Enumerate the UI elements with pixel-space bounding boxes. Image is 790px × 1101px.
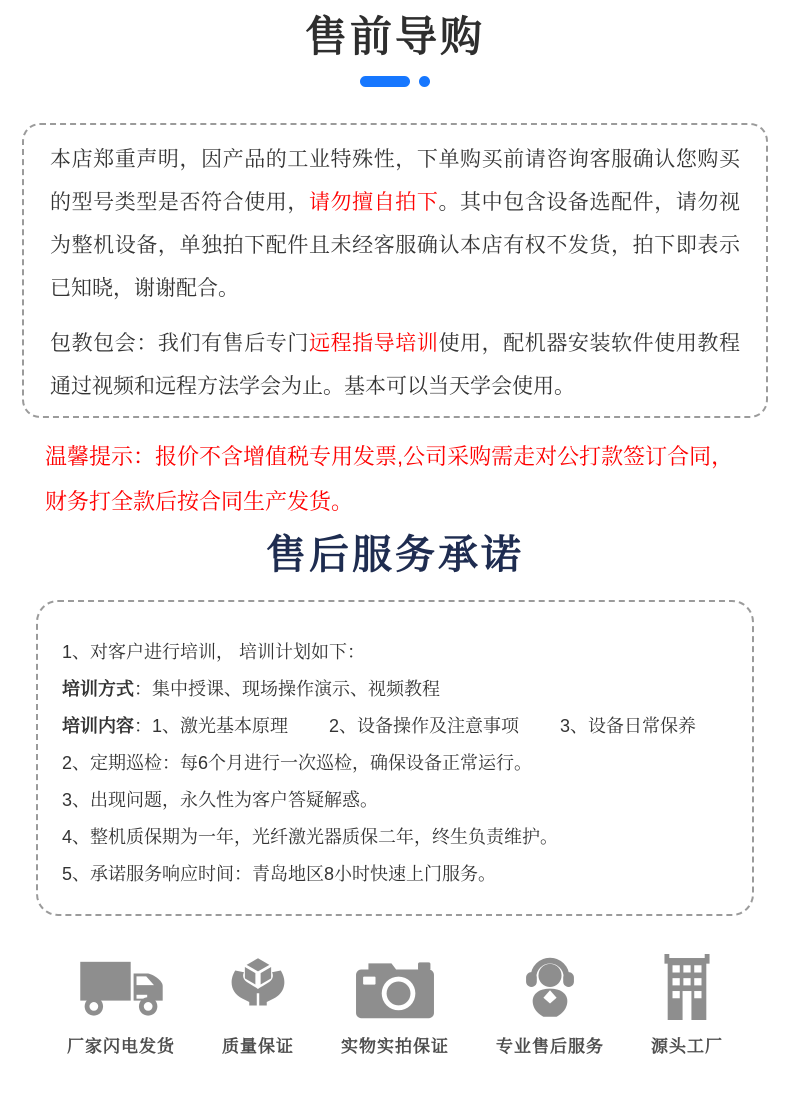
notice-paragraph-2 — [50, 322, 740, 408]
presale-title: 售前导购 — [304, 13, 485, 60]
title-accent-underline — [355, 75, 435, 87]
badge-label: 实物实拍保证 — [341, 1037, 449, 1056]
footer-badges — [67, 952, 723, 1057]
headset-icon — [519, 952, 581, 1020]
service-line-text: ：集中授课、现场操作演示、视频教程 — [134, 679, 440, 699]
presale-notice-box — [22, 123, 768, 418]
notice-p1-text: 本店郑重声明，因产品的工业特殊性，下单购买前请咨询客服确认您购买的型号类型是否符合使用， — [50, 148, 740, 214]
service-line — [62, 677, 732, 701]
badge-label: 质量保证 — [222, 1037, 294, 1056]
notice-p1-red-text: 请勿擅自拍下 — [308, 191, 439, 214]
service-line-text: ：1、激光基本原理 2、设备操作及注意事项 3、设备日常保养 — [134, 716, 697, 736]
accent-bar — [360, 76, 410, 87]
service-line-bold: 培训内容 — [62, 716, 134, 736]
accent-dot — [419, 76, 430, 87]
service-line — [62, 640, 732, 664]
badge-label: 专业售后服务 — [496, 1037, 604, 1056]
aftersale-title: 售后服务承诺 — [266, 533, 524, 577]
badge-label: 源头工厂 — [651, 1037, 723, 1056]
service-line-text: 1、对客户进行培训， 培训计划如下： — [62, 642, 366, 662]
badge-factory — [651, 952, 723, 1057]
service-line-text: 5、承诺服务响应时间：青岛地区8小时快速上门服务。 — [62, 864, 497, 884]
service-line-bold: 培训方式 — [62, 679, 134, 699]
service-line — [62, 788, 732, 812]
truck-icon — [73, 952, 169, 1020]
service-line — [62, 825, 732, 849]
service-line-text: 2、定期巡检：每6个月进行一次巡检，确保设备正常运行。 — [62, 753, 533, 773]
service-line — [62, 714, 732, 738]
service-line-text: 3、出现问题，永久性为客户答疑解惑。 — [62, 790, 379, 810]
service-line — [62, 862, 732, 886]
badge-fast-shipping — [67, 952, 175, 1057]
notice-p2-text: 包教包会：我们有售后专门 — [50, 332, 309, 355]
notice-p2-red-text: 远程指导培训 — [308, 332, 439, 355]
camera-icon — [351, 952, 439, 1020]
quality-icon — [223, 952, 293, 1020]
badge-after-service — [496, 952, 604, 1057]
service-line-text: 4、整机质保期为一年，光纤激光器质保二年，终生负责维护。 — [62, 827, 559, 847]
badge-label: 厂家闪电发货 — [67, 1037, 175, 1056]
building-icon — [661, 952, 713, 1020]
badge-real-photo — [341, 952, 449, 1057]
notice-p2-text-after: 使用，配机器安装软件使用教程通过视频和远程方法学会为止。基本可以当天学会使用。 — [50, 332, 741, 398]
badge-quality — [222, 952, 294, 1057]
notice-paragraph-1 — [50, 138, 740, 310]
warm-tip-text: 温馨提示：报价不含增值税专用发票,公司采购需走对公打款签订合同，财务打全款后按合同生产发货。 — [45, 444, 734, 514]
service-line — [62, 751, 732, 775]
notice-p1-text-after: 。其中包含设备选配件，请勿视为整机设备，单独拍下配件且未经客服确认本店有权不发货，拍下即表示已知晓，谢谢配合。 — [50, 191, 741, 300]
aftersale-service-box — [36, 600, 754, 916]
